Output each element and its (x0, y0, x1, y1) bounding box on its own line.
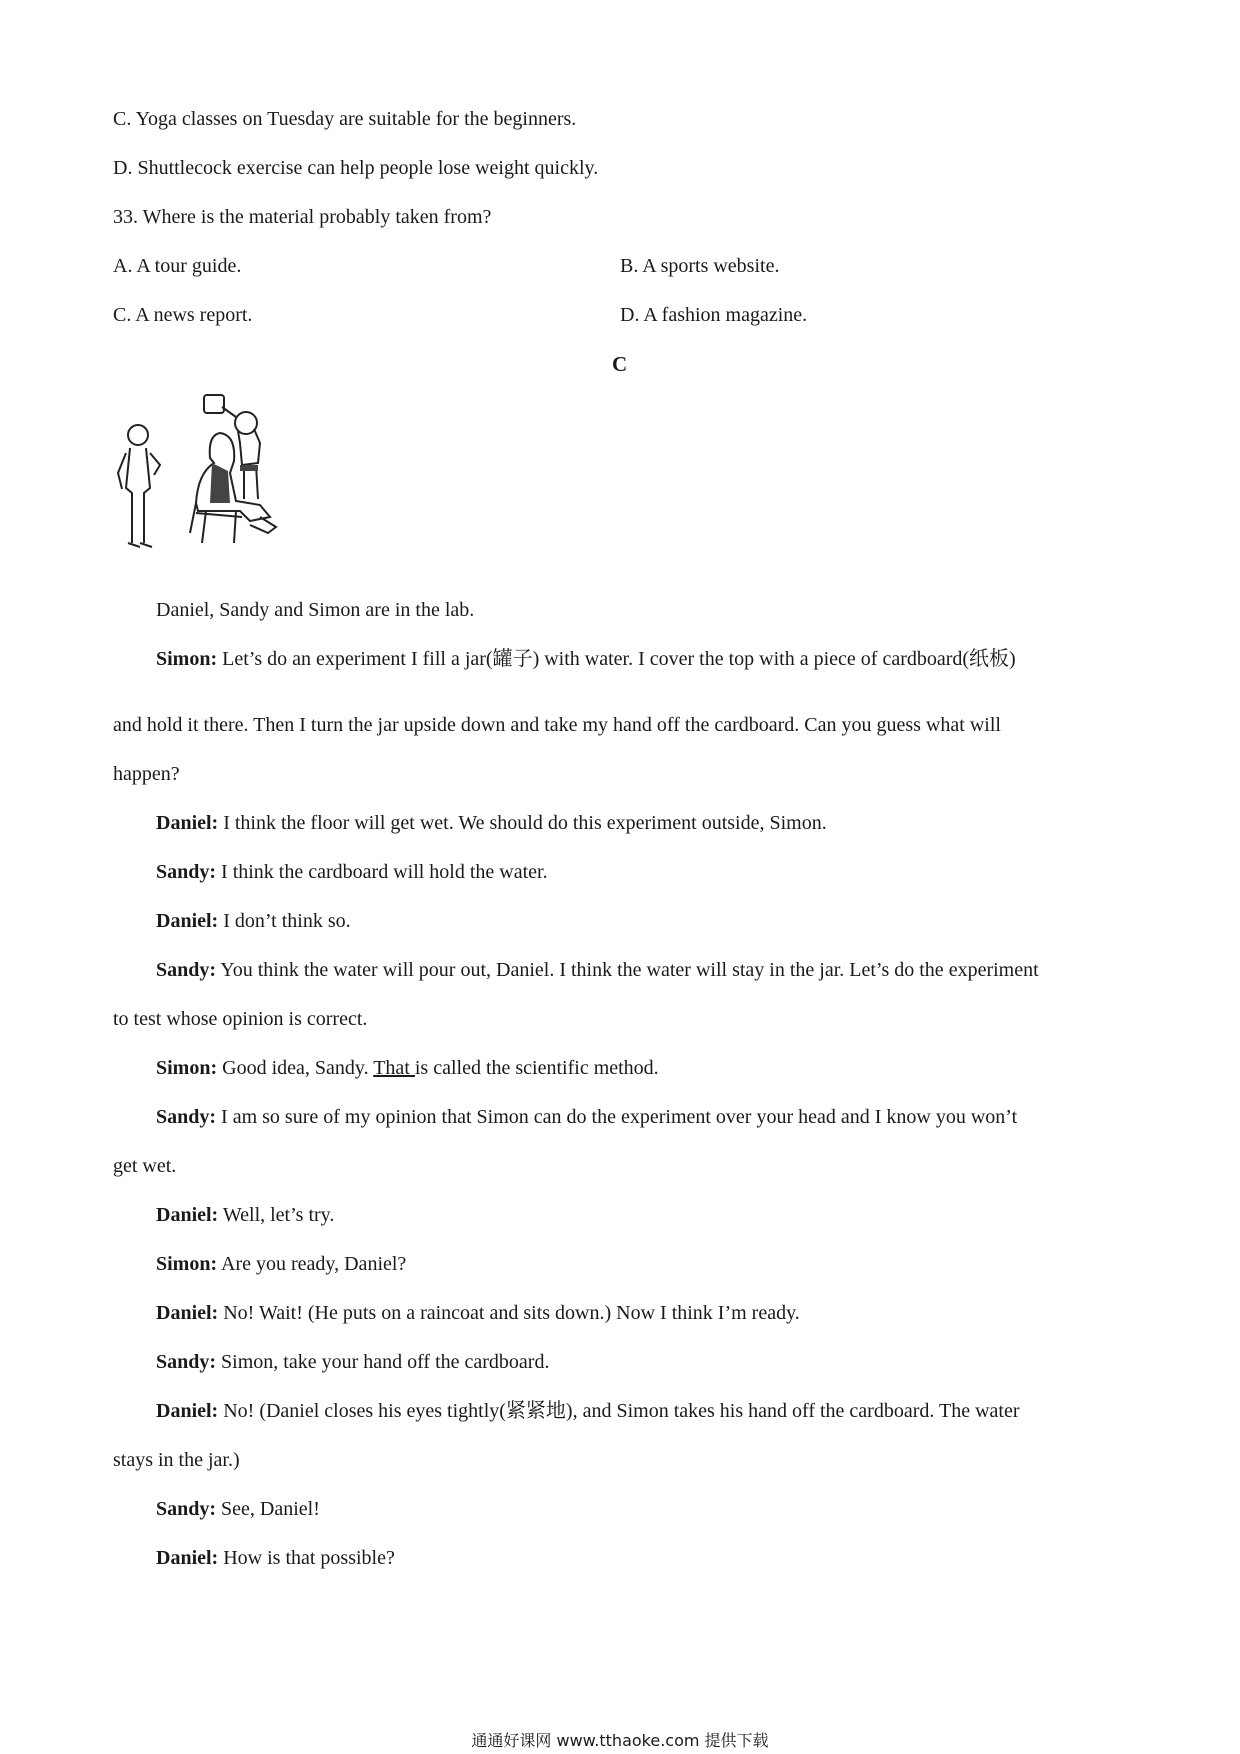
dialogue-line (113, 762, 180, 786)
question-33: 33. Where is the material probably taken from? (113, 206, 492, 228)
option-c-prev: C. Yoga classes on Tuesday are suitable for the beginners. (113, 108, 577, 130)
dialogue-line (113, 1154, 176, 1178)
dialogue-text: get wet. (113, 1155, 177, 1177)
speaker: Simon: (156, 1057, 218, 1079)
intro-line: Daniel, Sandy and Simon are in the lab. (156, 599, 475, 621)
dialogue-line (156, 860, 548, 884)
dialogue-line (113, 1007, 367, 1031)
dialogue-text: and hold it there. Then I turn the jar upside down and take my hand off the cardboard. Can you guess what will (113, 714, 1001, 736)
dialogue-text: happen? (113, 763, 180, 785)
underlined-word: That (373, 1057, 415, 1079)
speaker: Daniel: (156, 1204, 219, 1226)
dialogue-text: You think the water will pour out, Daniel. I think the water will stay in the jar. Let’s do the experiment (216, 959, 1039, 981)
dialogue-text: Simon, take your hand off the cardboard. (216, 1351, 550, 1373)
speaker: Daniel: (156, 1547, 219, 1569)
dialogue-text: I think the cardboard will hold the water. (216, 861, 548, 883)
dialogue-line (156, 1252, 406, 1276)
speaker: Sandy: (156, 1351, 217, 1373)
speaker: Daniel: (156, 1400, 219, 1422)
dialogue-line (156, 811, 827, 835)
speaker: Daniel: (156, 910, 219, 932)
speaker: Sandy: (156, 959, 217, 981)
dialogue-line (156, 1497, 320, 1521)
speaker: Simon: (156, 1253, 218, 1275)
lab-illustration (110, 393, 310, 563)
dialogue-text: I don’t think so. (218, 910, 351, 932)
section-heading: C (612, 352, 628, 376)
dialogue-text: I think the floor will get wet. We should do this experiment outside, Simon. (218, 812, 827, 834)
dialogue-line (156, 1203, 334, 1227)
dialogue-line (156, 909, 351, 933)
dialogue-text: Let’s do an experiment I fill a jar(罐子) with water. I cover the top with a piece of cardboard(纸板) (217, 648, 1016, 670)
page-footer: 通通好课网 www.tthaoke.com 提供下载 (471, 1731, 769, 1750)
speaker: Sandy: (156, 1106, 217, 1128)
dialogue-line (156, 1546, 395, 1570)
dialogue-text: No! (Daniel closes his eyes tightly(紧紧地), and Simon takes his hand off the cardboard. The water (218, 1400, 1020, 1422)
dialogue-line (113, 713, 1001, 737)
dialogue-text: How is that possible? (218, 1547, 395, 1569)
q33-option-c: C. A news report. (113, 304, 253, 326)
dialogue-line (156, 1105, 1017, 1129)
dialogue-text: Well, let’s try. (218, 1204, 335, 1226)
dialogue-text: is called the scientific method. (414, 1057, 659, 1079)
dialogue-line (156, 1350, 549, 1374)
dialogue-text: No! Wait! (He puts on a raincoat and sits down.) Now I think I’m ready. (218, 1302, 800, 1324)
dialogue-line (156, 1301, 800, 1325)
speaker: Sandy: (156, 861, 217, 883)
dialogue-text: to test whose opinion is correct. (113, 1008, 368, 1030)
dialogue-text: Are you ready, Daniel? (217, 1253, 407, 1275)
speaker: Simon: (156, 648, 218, 670)
speaker: Daniel: (156, 812, 219, 834)
speaker: Daniel: (156, 1302, 219, 1324)
dialogue-text: Good idea, Sandy. (217, 1057, 374, 1079)
dialogue-line (156, 1056, 659, 1080)
dialogue-text: stays in the jar.) (113, 1449, 240, 1471)
q33-option-b: B. A sports website. (620, 255, 780, 277)
dialogue-line (156, 958, 1039, 982)
dialogue-line (113, 1448, 240, 1472)
dialogue-text: See, Daniel! (216, 1498, 320, 1520)
dialogue-line (156, 647, 1016, 671)
q33-option-d: D. A fashion magazine. (620, 304, 808, 326)
speaker: Sandy: (156, 1498, 217, 1520)
dialogue-line (156, 1399, 1020, 1423)
dialogue-text: I am so sure of my opinion that Simon can do the experiment over your head and I know you won’t (216, 1106, 1018, 1128)
q33-option-a: A. A tour guide. (113, 255, 242, 277)
option-d-prev: D. Shuttlecock exercise can help people lose weight quickly. (113, 157, 599, 179)
